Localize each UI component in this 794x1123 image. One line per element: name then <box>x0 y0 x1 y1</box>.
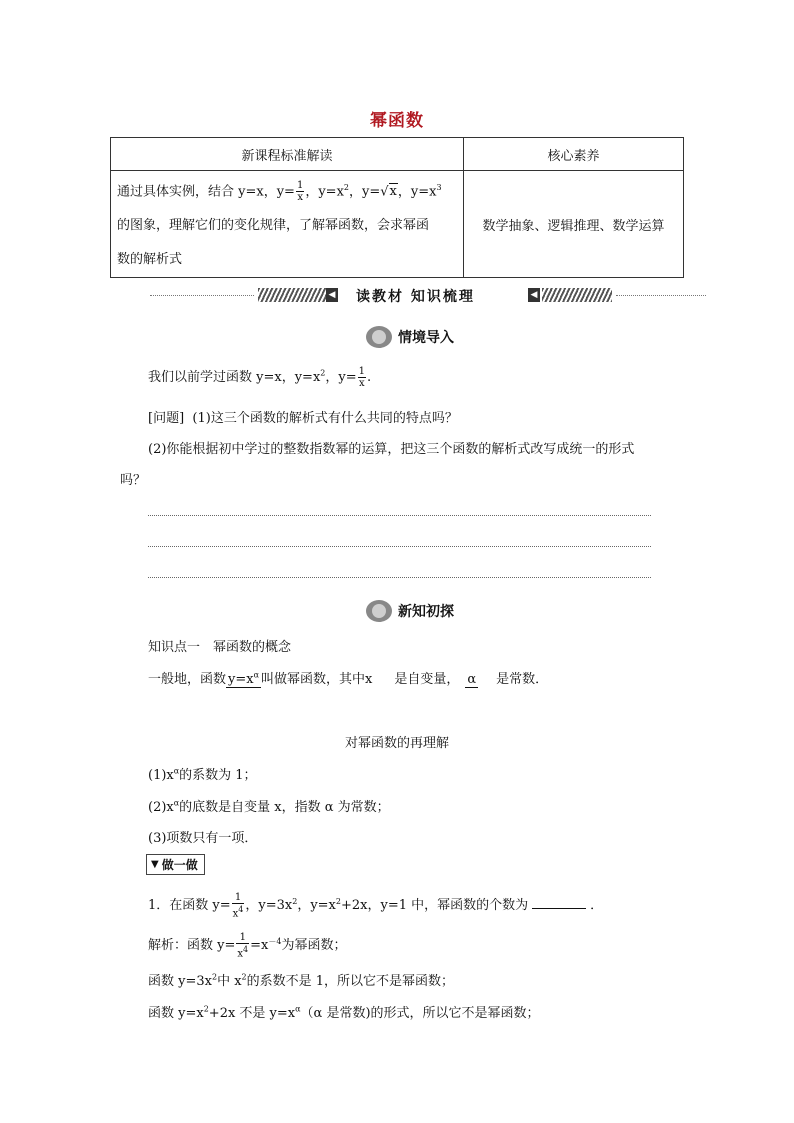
question-2: (2)你能根据初中学过的整数指数幂的运算，把这三个函数的解析式改写成统一的形式 <box>148 442 635 457</box>
page-title: 幂函数 <box>370 111 424 131</box>
knowledge-point-title: 知识点一 幂函数的概念 <box>148 640 292 655</box>
pen-icon <box>366 326 392 348</box>
superscript: 4 <box>243 945 249 954</box>
standard-line-2: 的图象，理解它们的变化规律，了解幂函数，会求幂函 <box>117 218 430 234</box>
text-seg: 1．在函数 y= <box>148 898 231 914</box>
text-seg: +2x 不是 y=x <box>208 1006 296 1021</box>
definition-variable: x <box>365 672 373 687</box>
banner-dotline-left <box>150 295 254 296</box>
text-seg: ，y=x <box>305 184 344 200</box>
definition-constant: α <box>467 672 477 687</box>
text-seg: ，y=x <box>297 898 336 914</box>
section-scenario-heading <box>366 326 454 348</box>
text-seg: 的系数不是 1，所以它不是幂函数； <box>246 974 455 989</box>
text-seg: x <box>237 948 244 960</box>
superscript: －4 <box>268 936 282 946</box>
curriculum-table <box>110 137 684 278</box>
text-seg: (1)x <box>148 768 174 783</box>
text-seg: 一般地，函数 <box>148 672 227 687</box>
section-new-knowledge-heading <box>366 600 454 622</box>
superscript: 2 <box>203 1004 209 1014</box>
intro-line <box>148 366 371 389</box>
literacy-text-cell: 数学抽象、逻辑推理、数学运算 <box>464 171 684 278</box>
fraction-denominator: x <box>297 192 303 204</box>
banner-arrow-left-icon: ◀ <box>326 288 338 302</box>
solution-label: 解析： <box>148 938 188 954</box>
superscript: 2 <box>241 972 247 982</box>
text-seg: . <box>367 370 372 385</box>
fraction-numerator: 1 <box>232 892 245 904</box>
solution-line-2 <box>148 970 454 989</box>
text-seg: +2x，y=1 中，幂函数的个数为 <box>340 898 529 914</box>
reunderstanding-3: (3)项数只有一项． <box>148 831 258 846</box>
banner-dotline-right <box>616 295 706 296</box>
definition-line <box>148 668 548 687</box>
fraction-numerator: 1 <box>236 932 249 944</box>
text-seg: 的底数是自变量 x，指数 α 为常数； <box>179 800 390 815</box>
fraction <box>232 892 245 919</box>
fraction <box>358 366 366 389</box>
banner-stripes-left <box>258 288 328 302</box>
sqrt-symbol: √ <box>380 184 389 200</box>
superscript: 2 <box>211 972 218 982</box>
question-1 <box>148 407 458 426</box>
superscript: 2 <box>292 896 298 906</box>
superscript: α <box>253 670 259 680</box>
down-triangle-icon: ▼ <box>151 859 159 870</box>
text-seg: 中 x <box>217 974 242 989</box>
text-seg: y=x <box>228 672 254 687</box>
standard-text-cell <box>111 171 464 278</box>
superscript: 2 <box>335 896 341 906</box>
answer-line-2 <box>148 546 651 547</box>
fraction-denominator <box>236 944 249 959</box>
text-seg: 函数 y=3x <box>148 974 212 989</box>
question-2-cont: 吗？ <box>120 473 147 488</box>
section-new-knowledge-title: 新知初探 <box>398 604 454 620</box>
banner-stripes-right <box>542 288 612 302</box>
text-seg: (1)这三个函数的解析式有什么共同的特点吗？ <box>192 411 458 426</box>
question-label: [问题] <box>148 411 185 426</box>
answer-blank[interactable] <box>532 908 586 909</box>
superscript: 4 <box>238 905 244 914</box>
text-seg: 函数 y=x <box>148 1006 204 1021</box>
text-seg: =x <box>250 938 269 954</box>
fraction-numerator: 1 <box>358 366 365 377</box>
text-seg: 我们以前学过函数 y=x，y=x <box>148 370 321 385</box>
text-seg: ，y=3x <box>245 898 293 914</box>
table-body-row <box>111 171 684 278</box>
text-seg: （α 是常数)的形式，所以它不是幂函数； <box>300 1006 540 1021</box>
fraction <box>236 932 249 959</box>
fraction-numerator: 1 <box>296 180 304 192</box>
fraction-denominator <box>232 904 245 919</box>
text-seg: 通过具体实例，结合 y=x，y= <box>117 184 295 200</box>
superscript: α <box>295 1004 301 1014</box>
text-seg: ，y= <box>325 370 357 385</box>
fraction-denominator: x <box>358 378 365 389</box>
fraction <box>296 180 304 203</box>
text-seg: 的系数为 1； <box>179 768 257 783</box>
standard-line-3: 数的解析式 <box>117 252 183 268</box>
text-seg: ，y=x <box>397 184 437 200</box>
solution-line-3 <box>148 1002 540 1021</box>
superscript: α <box>173 766 180 776</box>
text-seg: 为幂函数； <box>281 938 347 954</box>
answer-line-3 <box>148 577 651 578</box>
solution-line-1 <box>148 932 346 959</box>
standard-line-1 <box>117 171 457 209</box>
superscript: 2 <box>320 368 326 378</box>
header-standard: 新课程标准解读 <box>111 138 464 171</box>
text-seg: ，y= <box>349 184 381 200</box>
definition-function <box>226 672 261 688</box>
section-scenario-title: 情境导入 <box>398 330 454 346</box>
reunderstanding-title: 对幂函数的再理解 <box>344 736 449 751</box>
practice-tag <box>146 854 205 875</box>
superscript: 2 <box>343 183 349 192</box>
book-icon <box>366 600 392 622</box>
banner-title: 读教材 知识梳理 <box>356 289 475 305</box>
text-seg: 函数 y= <box>187 938 236 954</box>
practice-question-1 <box>148 892 603 919</box>
text-seg: 是常数． <box>496 672 549 687</box>
section-banner <box>150 286 706 306</box>
answer-line-1 <box>148 515 651 516</box>
reunderstanding-2 <box>148 796 390 815</box>
table-header-row <box>111 138 684 171</box>
sqrt-radicand: x <box>389 184 397 200</box>
superscript: α <box>173 798 180 808</box>
reunderstanding-1 <box>148 764 257 783</box>
banner-arrow-right-icon: ◀ <box>528 288 540 302</box>
header-literacy: 核心素养 <box>464 138 684 171</box>
text-seg: ． <box>590 898 604 914</box>
text-seg: x <box>232 908 239 920</box>
practice-tag-label: 做一做 <box>161 858 198 872</box>
superscript: 3 <box>436 183 442 192</box>
text-seg: 是自变量， <box>394 672 460 687</box>
text-seg: (2)x <box>148 800 174 815</box>
text-seg: 叫做幂函数，其中 <box>261 672 366 687</box>
